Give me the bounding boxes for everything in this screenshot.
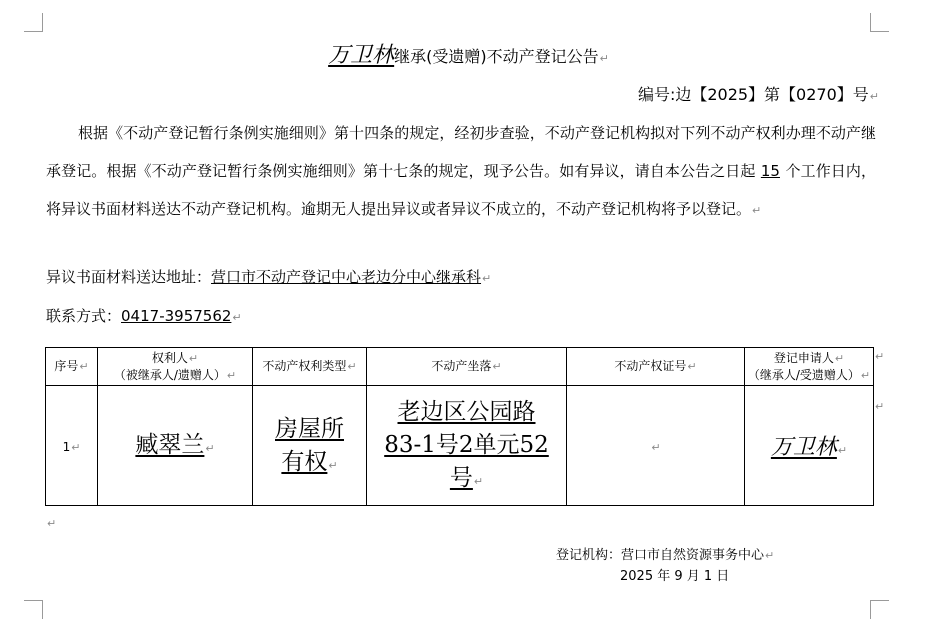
contact-line: [46, 305, 242, 326]
registration-table: [45, 347, 874, 506]
objection-period-days: 15: [760, 162, 780, 180]
title-text: 继承(受遗赠)不动产登记公告: [394, 47, 599, 66]
crop-mark-top-left: [24, 13, 43, 32]
cell-location: 老边区公园路 83-1号2单元52 号↵: [367, 386, 567, 506]
title-heir-name: 万卫林: [328, 43, 395, 68]
registration-authority: 登记机构：营口市自然资源事务中心↵: [556, 548, 775, 563]
objection-address-line: [46, 266, 491, 287]
row-end-mark-icon: ↵: [875, 350, 885, 363]
paragraph-mark-icon: ↵: [47, 517, 57, 530]
crop-mark-bottom-right: [870, 600, 889, 619]
notice-date: 2025 年 9 月 1 日: [620, 569, 730, 584]
cell-right-type: 房屋所 有权↵: [253, 386, 367, 506]
header-certificate-number: 不动产权证号↵: [567, 348, 745, 386]
row-end-mark-icon: ↵: [875, 400, 885, 413]
document-number: [638, 82, 879, 105]
header-right-holder: 权利人↵ （被继承人/遗赠人）↵: [98, 348, 253, 386]
paragraph-mark-icon: ↵: [599, 52, 609, 65]
body-part-2: 个工作日内，将异议书面材料送达不动产登记机构。逾期无人提出异议或者异议不成立的，不动产登记机构将予以登记。: [46, 162, 876, 218]
paragraph-mark-icon: ↵: [232, 311, 242, 324]
objection-address-value: 营口市不动产登记中心老边分中心继承科: [211, 268, 482, 286]
paragraph-mark-icon: ↵: [869, 90, 879, 103]
table-header-row: [46, 348, 874, 386]
cell-right-holder: 臧翠兰↵: [98, 386, 253, 506]
cell-applicant: 万卫林↵: [745, 386, 874, 506]
crop-mark-bottom-left: [24, 600, 43, 619]
notice-title: [0, 38, 937, 69]
header-location: 不动产坐落↵: [367, 348, 567, 386]
table-row: [46, 386, 874, 506]
paragraph-mark-icon: ↵: [752, 204, 762, 217]
body-part-1: 根据《不动产登记暂行条例实施细则》第十四条的规定，经初步查验，不动产登记机构拟对下列不动产权利办理不动产继承登记。根据《不动产登记暂行条例实施细则》第十七条的规定，现予公告。如有异议，请自本公告之日起: [46, 124, 876, 180]
crop-mark-top-right: [870, 13, 889, 32]
cell-index: 1↵: [46, 386, 98, 506]
paragraph-mark-icon: ↵: [482, 272, 492, 285]
header-right-type: 不动产权利类型↵: [253, 348, 367, 386]
header-applicant: 登记申请人↵ （继承人/受遗赠人）↵: [745, 348, 874, 386]
contact-phone: 0417-3957562: [121, 307, 232, 325]
objection-address-label: 异议书面材料送达地址：: [46, 268, 212, 286]
contact-label: 联系方式：: [46, 307, 122, 325]
notice-body-paragraph: [46, 114, 876, 230]
header-index: 序号↵: [46, 348, 98, 386]
document-number-text: 编号:边【2025】第【0270】号: [637, 85, 869, 104]
cell-certificate-number: ↵: [567, 386, 745, 506]
